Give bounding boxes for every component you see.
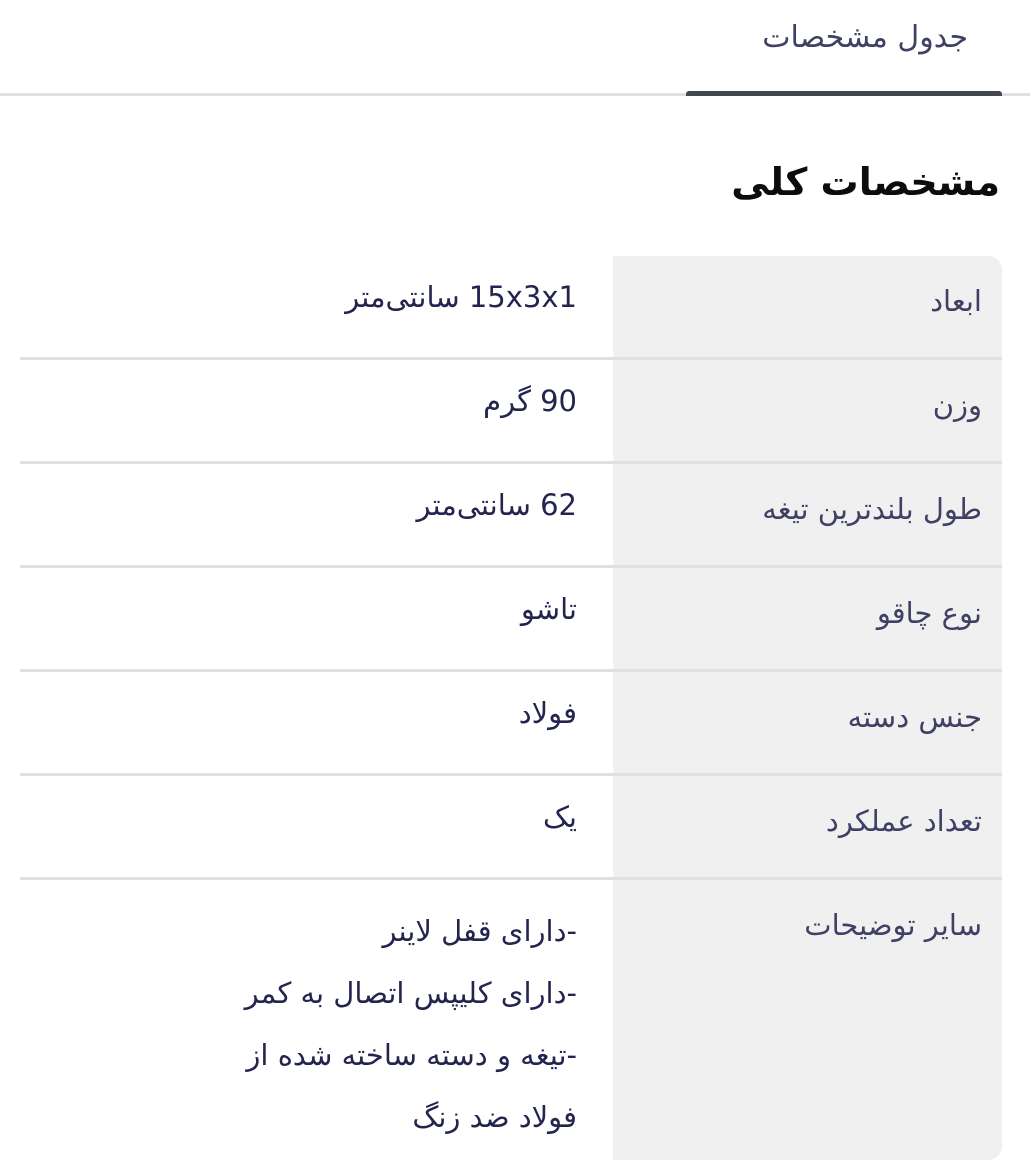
spec-key: سایر توضیحات <box>613 880 1002 1160</box>
spec-key: طول بلندترین تیغه <box>613 464 1002 565</box>
spec-key: نوع چاقو <box>613 568 1002 669</box>
spec-value-line: -تیغه و دسته ساخته شده از <box>246 1038 577 1072</box>
tab-specifications[interactable] <box>686 0 1002 96</box>
spec-value: فولاد <box>518 696 577 730</box>
spec-row <box>20 568 1002 672</box>
spec-key: جنس دسته <box>613 672 1002 773</box>
spec-row <box>20 464 1002 568</box>
spec-row <box>20 880 1002 1160</box>
spec-key: وزن <box>613 360 1002 461</box>
spec-value-line: -دارای قفل لاینر <box>382 914 577 948</box>
spec-value-line: -دارای کلیپس اتصال به کمر <box>244 976 577 1010</box>
spec-row <box>20 360 1002 464</box>
tab-bar <box>0 0 1030 96</box>
spec-row <box>20 672 1002 776</box>
tab-label: جدول مشخصات <box>762 20 968 55</box>
spec-value: 15x3x1 سانتی‌متر <box>345 280 577 314</box>
spec-value <box>20 880 613 1160</box>
spec-key: تعداد عملکرد <box>613 776 1002 877</box>
spec-value: 62 سانتی‌متر <box>416 488 577 522</box>
spec-value: یک <box>542 800 577 834</box>
spec-value-lines <box>20 900 577 1148</box>
specifications-table <box>20 256 1002 1160</box>
spec-row <box>20 256 1002 360</box>
spec-row <box>20 776 1002 880</box>
spec-key: ابعاد <box>613 256 1002 357</box>
section-title: مشخصات کلی <box>731 160 1000 204</box>
spec-value: 90 گرم <box>483 384 577 418</box>
spec-value-line: فولاد ضد زنگ <box>412 1100 577 1134</box>
spec-value: تاشو <box>520 592 577 626</box>
active-tab-indicator <box>686 91 1002 96</box>
